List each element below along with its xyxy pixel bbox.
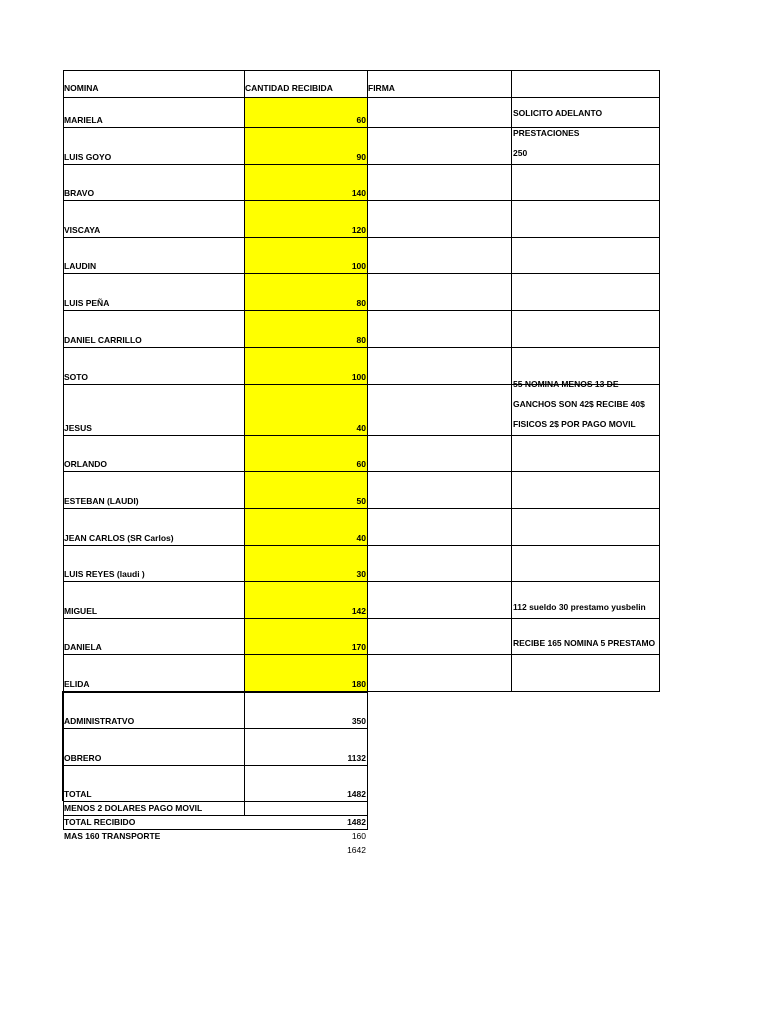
note-line: RECIBE 165 NOMINA 5 PRESTAMO (513, 638, 656, 648)
employee-name: VISCAYA (64, 225, 101, 235)
grid-line (63, 237, 660, 238)
employee-name: ELIDA (64, 679, 90, 689)
note-line: FISICOS 2$ POR PAGO MOVIL (513, 419, 636, 429)
employee-name: LAUDIN (64, 261, 97, 271)
amount-received: 180 (245, 655, 367, 691)
summary-value: 1132 (347, 753, 366, 763)
note-line: GANCHOS SON 42$ RECIBE 40$ (513, 399, 645, 409)
signature-cell[interactable] (368, 128, 511, 164)
grid-line (63, 801, 368, 802)
grid-line (63, 97, 660, 98)
amount-received: 120 (245, 201, 367, 237)
grid-line (63, 127, 660, 128)
note-line: 55 NOMINA MENOS 13 DE (513, 379, 619, 389)
amount-received: 170 (245, 619, 367, 654)
signature-cell[interactable] (368, 472, 511, 508)
employee-name: LUIS REYES (laudi ) (64, 569, 145, 579)
note-cell (512, 379, 658, 435)
grid-line (63, 70, 64, 692)
grid-line (63, 765, 368, 766)
grid-line (63, 273, 660, 274)
amount-received: 90 (245, 128, 367, 164)
signature-cell[interactable] (368, 348, 511, 384)
amount-received: 80 (245, 311, 367, 347)
grid-line (367, 691, 368, 829)
grid-line (63, 691, 64, 829)
summary-value (244, 801, 367, 815)
grid-line (63, 728, 368, 729)
note-cell (512, 618, 658, 654)
amount-received: 80 (245, 274, 367, 310)
summary-label: ADMINISTRATVO (64, 716, 135, 726)
signature-cell[interactable] (368, 165, 511, 200)
grid-line (63, 829, 368, 830)
grid-line (63, 545, 660, 546)
grid-line (63, 581, 660, 582)
signature-cell[interactable] (368, 238, 511, 273)
grid-line (63, 164, 660, 165)
employee-name: ORLANDO (64, 459, 107, 469)
summary-label: TOTAL RECIBIDO (64, 817, 136, 827)
amount-received: 60 (245, 436, 367, 471)
amount-received: 140 (245, 165, 367, 200)
summary-label: MAS 160 TRANSPORTE (64, 831, 161, 841)
summary-value: 1482 (347, 789, 366, 799)
grid-line (63, 435, 660, 436)
signature-cell[interactable] (368, 509, 511, 545)
amount-received: 60 (245, 98, 367, 127)
employee-name: MIGUEL (64, 606, 98, 616)
signature-cell[interactable] (368, 436, 511, 471)
note-line: 112 sueldo 30 prestamo yusbelin (513, 602, 646, 612)
grid-line (511, 70, 512, 692)
signature-cell[interactable] (368, 385, 511, 435)
header-nomina: NOMINA (64, 83, 99, 93)
grid-line (63, 654, 660, 655)
note-cell (512, 108, 658, 164)
signature-cell[interactable] (368, 311, 511, 347)
signature-cell[interactable] (368, 619, 511, 654)
employee-name: MARIELA (64, 115, 103, 125)
note-cell (512, 581, 658, 618)
grid-line (244, 691, 245, 816)
grid-line (367, 70, 368, 692)
signature-cell[interactable] (368, 582, 511, 618)
employee-name: DANIEL CARRILLO (64, 335, 142, 345)
amount-received: 50 (245, 472, 367, 508)
grid-line (63, 471, 660, 472)
amount-received: 30 (245, 546, 367, 581)
signature-cell[interactable] (368, 655, 511, 691)
signature-cell[interactable] (368, 274, 511, 310)
grid-line (244, 70, 245, 692)
signature-cell[interactable] (368, 546, 511, 581)
employee-name: LUIS GOYO (64, 152, 112, 162)
amount-received: 40 (245, 509, 367, 545)
note-line: 250 (513, 148, 528, 158)
amount-received: 100 (245, 348, 367, 384)
grid-line (63, 815, 368, 816)
grid-line (63, 347, 660, 348)
employee-name: JEAN CARLOS (SR Carlos) (64, 533, 174, 543)
employee-name: LUIS PEÑA (64, 298, 110, 308)
amount-received: 100 (245, 238, 367, 273)
grid-line (63, 618, 660, 619)
summary-value: 1482 (347, 817, 366, 827)
grid-line (62, 691, 63, 801)
employee-name: JESUS (64, 423, 92, 433)
summary-value: 160 (351, 831, 366, 841)
summary-label: OBRERO (64, 753, 102, 763)
grid-line (659, 70, 660, 692)
employee-name: DANIELA (64, 642, 102, 652)
employee-name: ESTEBAN (LAUDI) (64, 496, 139, 506)
summary-label: MENOS 2 DOLARES PAGO MOVIL (64, 803, 203, 813)
note-line: SOLICITO ADELANTO PRESTACIONES (513, 108, 603, 138)
employee-name: BRAVO (64, 188, 95, 198)
header-firma: FIRMA (368, 83, 395, 93)
grand-total: 1642 (347, 845, 366, 855)
grid-line (63, 691, 368, 693)
grid-line (63, 200, 660, 201)
grid-line (63, 508, 660, 509)
amount-received: 142 (245, 582, 367, 618)
summary-value: 350 (351, 716, 366, 726)
grid-line (63, 310, 660, 311)
employee-name: SOTO (64, 372, 88, 382)
grid-line (63, 384, 660, 385)
amount-received: 40 (245, 385, 367, 435)
signature-cell[interactable] (368, 201, 511, 237)
signature-cell[interactable] (368, 98, 511, 127)
summary-label: TOTAL (64, 789, 92, 799)
header-cantidad-recibida: CANTIDAD RECIBIDA (245, 83, 333, 93)
grid-line (63, 70, 660, 71)
